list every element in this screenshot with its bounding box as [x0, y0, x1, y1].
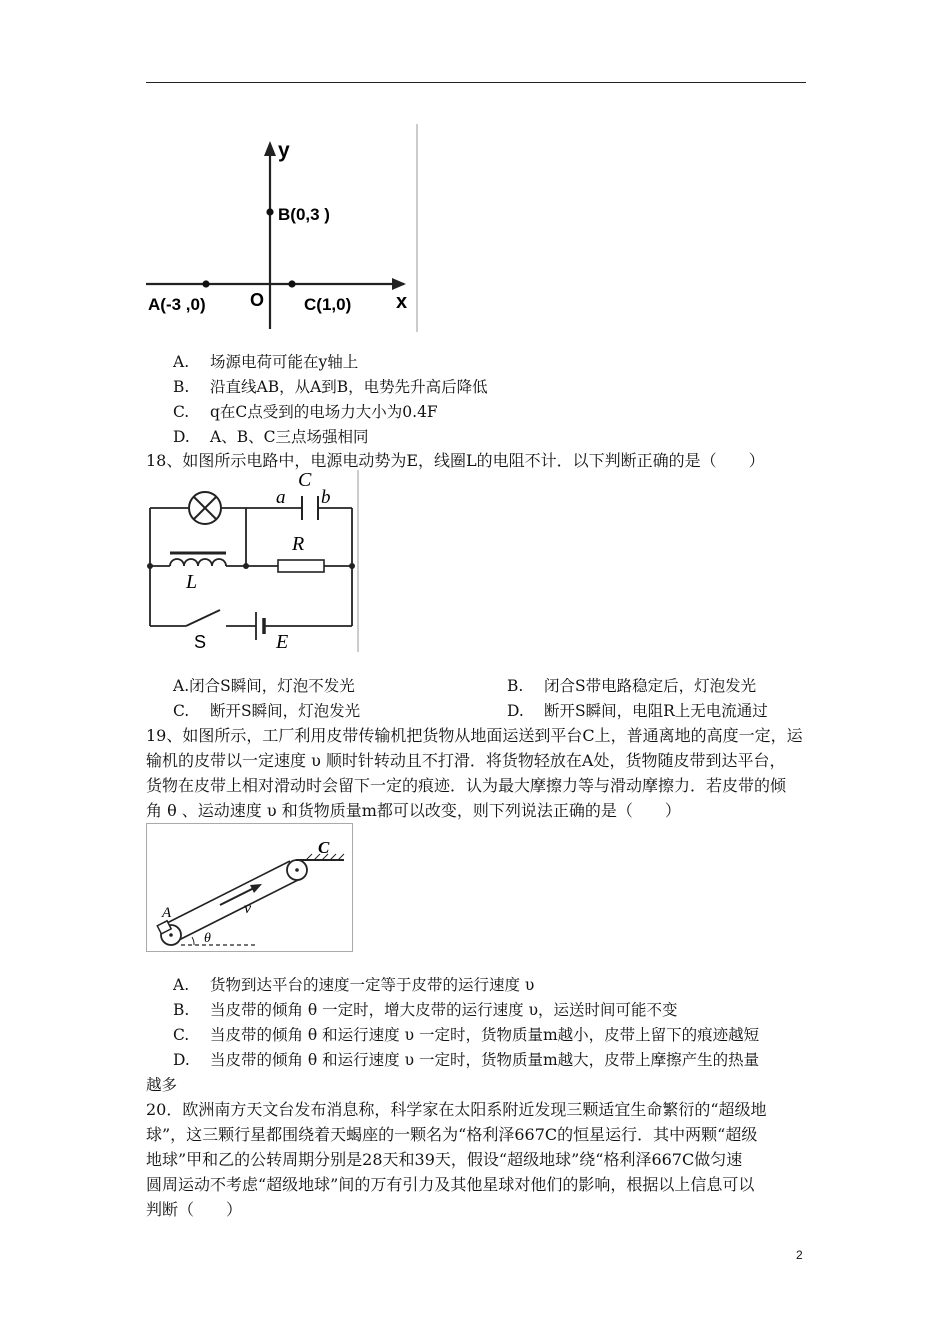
x-axis-arrow-icon [392, 278, 406, 290]
option-label: B. [173, 378, 190, 396]
option-label: D. [173, 1051, 190, 1069]
q19-stem-line: 货物在皮带上相对滑动时会留下一定的痕迹．认为最大摩擦力等与滑动摩擦力．若皮带的倾 [146, 776, 787, 795]
point-b-dot [266, 208, 273, 215]
source-label: E [276, 631, 289, 653]
q19-option-b [173, 1000, 678, 1020]
q19-option-c [173, 1025, 759, 1045]
speed-label: v [244, 900, 252, 917]
option-text: 闭合S带电路稳定后，灯泡发光 [544, 677, 757, 695]
q19-option-d-continued: 越多 [146, 1076, 178, 1094]
q17-option-a [173, 352, 358, 372]
option-text: 沿直线AB，从A到B，电势先升高后降低 [210, 378, 488, 396]
option-text: 断开S瞬间，电阻R上无电流通过 [544, 702, 768, 720]
option-label: A. [173, 677, 190, 695]
point-a-dot [202, 280, 209, 287]
option-label: C. [173, 403, 190, 421]
switch-label: S [194, 632, 207, 652]
option-text: 断开S瞬间，灯泡发光 [210, 702, 361, 720]
switch-icon [186, 610, 220, 626]
y-axis-label: y [278, 139, 290, 162]
point-a-label: A [162, 905, 172, 921]
point-c-label: C [318, 838, 330, 857]
option-text: 货物到达平台的速度一定等于皮带的运行速度 υ [210, 976, 535, 994]
option-text: 场源电荷可能在y轴上 [210, 353, 359, 371]
option-label: C. [173, 702, 190, 720]
q17-option-b [173, 377, 488, 397]
q19-stem-line: 19、如图所示，工厂利用皮带传输机把货物从地面运送到平台C上，普通离地的高度一定，运 [146, 726, 803, 745]
option-text: 当皮带的倾角 θ 一定时，增大皮带的运行速度 υ，运送时间可能不变 [210, 1001, 678, 1019]
option-label: B. [173, 1001, 190, 1019]
circuit-figure [146, 470, 362, 655]
q20-stem-line: 圆周运动不考虑“超级地球”间的万有引力及其他星球对他们的影响，根据以上信息可以 [146, 1175, 755, 1194]
option-label: A. [173, 353, 190, 371]
q18-option-d [507, 701, 768, 721]
inductor-icon [170, 559, 226, 566]
option-text: A、B、C三点场强相同 [210, 428, 369, 446]
option-label: C. [173, 1026, 190, 1044]
q19-option-d [173, 1050, 759, 1070]
resistor-icon [278, 560, 324, 572]
option-label: D. [173, 428, 190, 446]
origin-label: O [250, 290, 265, 310]
q18-stem: 18、如图所示电路中，电源电动势为E，线圈L的电阻不计．以下判断正确的是（ ） [146, 451, 765, 470]
capacitor-label: C [298, 470, 312, 491]
option-label: B. [507, 677, 524, 695]
q18-option-c [173, 701, 360, 721]
point-a-label: A(-3 ,0) [148, 295, 206, 314]
q20-stem-line: 地球”甲和乙的公转周期分别是28天和39天，假设“超级地球”绕“格利泽667C做匀速 [146, 1150, 743, 1169]
point-c-label: C(1,0) [304, 295, 352, 314]
option-text: 当皮带的倾角 θ 和运行速度 υ 一定时，货物质量m越大，皮带上摩擦产生的热量 [210, 1051, 760, 1069]
option-label: A. [173, 976, 190, 994]
angle-label: θ [204, 931, 211, 946]
header-rule [146, 82, 806, 83]
q18-option-a [173, 676, 355, 696]
y-axis-arrow-icon [264, 141, 276, 156]
q17-option-c [173, 402, 438, 422]
q19-stem-line: 角 θ 、运动速度 υ 和货物质量m都可以改变，则下列说法正确的是（ ） [146, 801, 681, 820]
conveyor-figure [146, 823, 354, 953]
q18-option-b [507, 676, 756, 696]
resistor-label: R [292, 533, 305, 555]
option-text: 当皮带的倾角 θ 和运行速度 υ 一定时，货物质量m越小，皮带上留下的痕迹越短 [210, 1026, 760, 1044]
q20-stem-line: 20．欧洲南方天文台发布消息称，科学家在太阳系附近发现三颗适宜生命繁衍的“超级地 [146, 1100, 767, 1119]
option-label: D. [507, 702, 524, 720]
plate-b-label: b [321, 487, 331, 508]
x-axis-label: x [396, 291, 408, 313]
option-text: q在C点受到的电场力大小为0.4F [210, 403, 438, 421]
q20-stem-line: 判断（ ） [146, 1200, 243, 1219]
point-b-label: B(0,3 ) [278, 205, 330, 224]
point-c-dot [288, 280, 295, 287]
option-text: 闭合S瞬间，灯泡不发光 [189, 677, 355, 695]
coordinate-figure [146, 124, 418, 332]
q19-option-a [173, 975, 534, 995]
inductor-label: L [186, 571, 198, 593]
page-number: 2 [796, 1248, 803, 1262]
q17-option-d [173, 427, 368, 447]
plate-a-label: a [276, 487, 286, 508]
q19-stem-line: 输机的皮带以一定速度 υ 顺时针转动且不打滑．将货物轻放在A处，货物随皮带到达平台， [146, 751, 786, 770]
q20-stem-line: 球”，这三颗行星都围绕着天蝎座的一颗名为“格利泽667C的恒星运行．其中两颗“超级 [146, 1125, 758, 1144]
